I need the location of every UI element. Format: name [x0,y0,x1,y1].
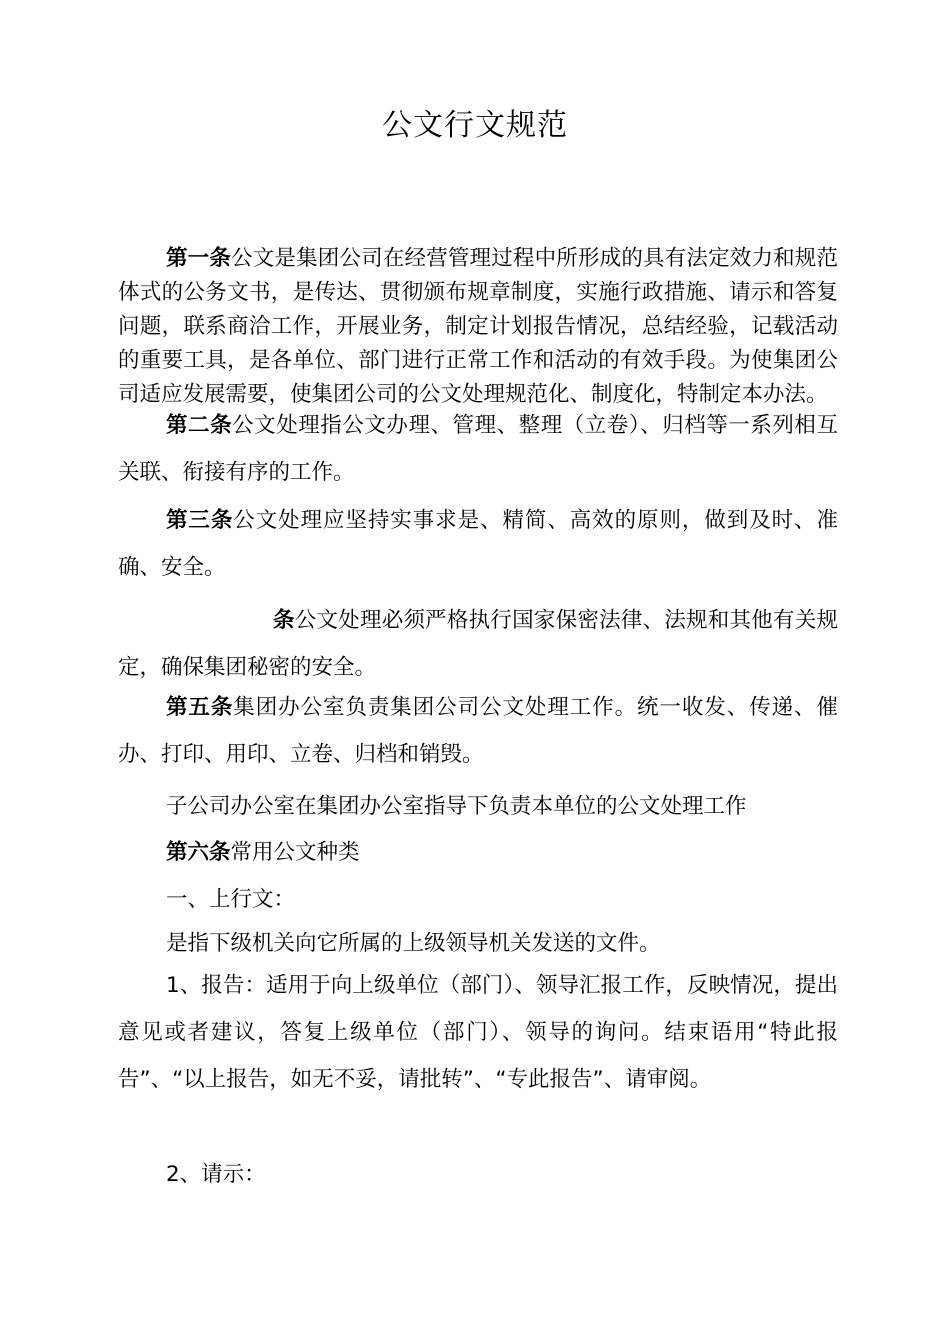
upward-heading: 一、上行文： [166,887,296,912]
article-2-label: 第二条 [166,413,233,438]
article-5-text: 集团办公室负责集团公司公文处理工作。统一收发、传递、催办、打印、用印、立卷、归档和销毁。 [118,695,838,767]
article-4 [118,597,838,691]
article-2-text: 公文处理指公文办理、管理、整理（立卷）、归档等一系列相互关联、衔接有序的工作。 [118,413,838,485]
article-3-text: 公文处理应坚持实事求是、精简、高效的原则，做到及时、准确、安全。 [118,508,838,580]
article-1 [118,242,838,412]
upward-description: 是指下级机关向它所属的上级领导机关发送的文件。 [166,931,661,956]
article-4-text: 公文处理必须严格执行国家保密法律、法规和其他有关规定，确保集团秘密的安全。 [118,608,838,680]
article-5 [118,684,838,778]
article-1-label: 第一条 [166,246,232,271]
article-5-label: 第五条 [166,695,234,720]
article-5-subsidiary: 子公司办公室在集团办公室指导下负责本单位的公文处理工作 [166,794,747,819]
article-3 [118,497,838,591]
article-6 [166,836,846,870]
article-4-label: 条 [273,608,295,633]
article-6-label: 第六条 [166,840,231,865]
article-6-text: 常用公文种类 [230,840,360,865]
article-2 [118,402,838,496]
request-item: 2、请示： [166,1162,266,1187]
report-item: 1、报告：适用于向上级单位（部门）、领导汇报工作，反映情况，提出意见或者建议，答复上级单位（部门）、领导的询问。结束语用“特此报告”、“以上报告，如无不妥，请批转”、“专此报告”、请审阅。 [118,973,838,1092]
article-1-text: 公文是集团公司在经营管理过程中所形成的具有法定效力和规范体式的公务文书，是传达、贯彻颁布规章制度，实施行政措施、请示和答复问题，联系商洽工作，开展业务，制定计划报告情况，总结经验，记载活动的重要工具，是各单位、部门进行正常工作和活动的有效手段。为使集团公司适应发展需要，使集团公司的公文处理规范化、制度化，特制定本办法。 [118,246,838,407]
article-3-label: 第三条 [166,508,234,533]
page-title: 公文行文规范 [382,108,568,143]
